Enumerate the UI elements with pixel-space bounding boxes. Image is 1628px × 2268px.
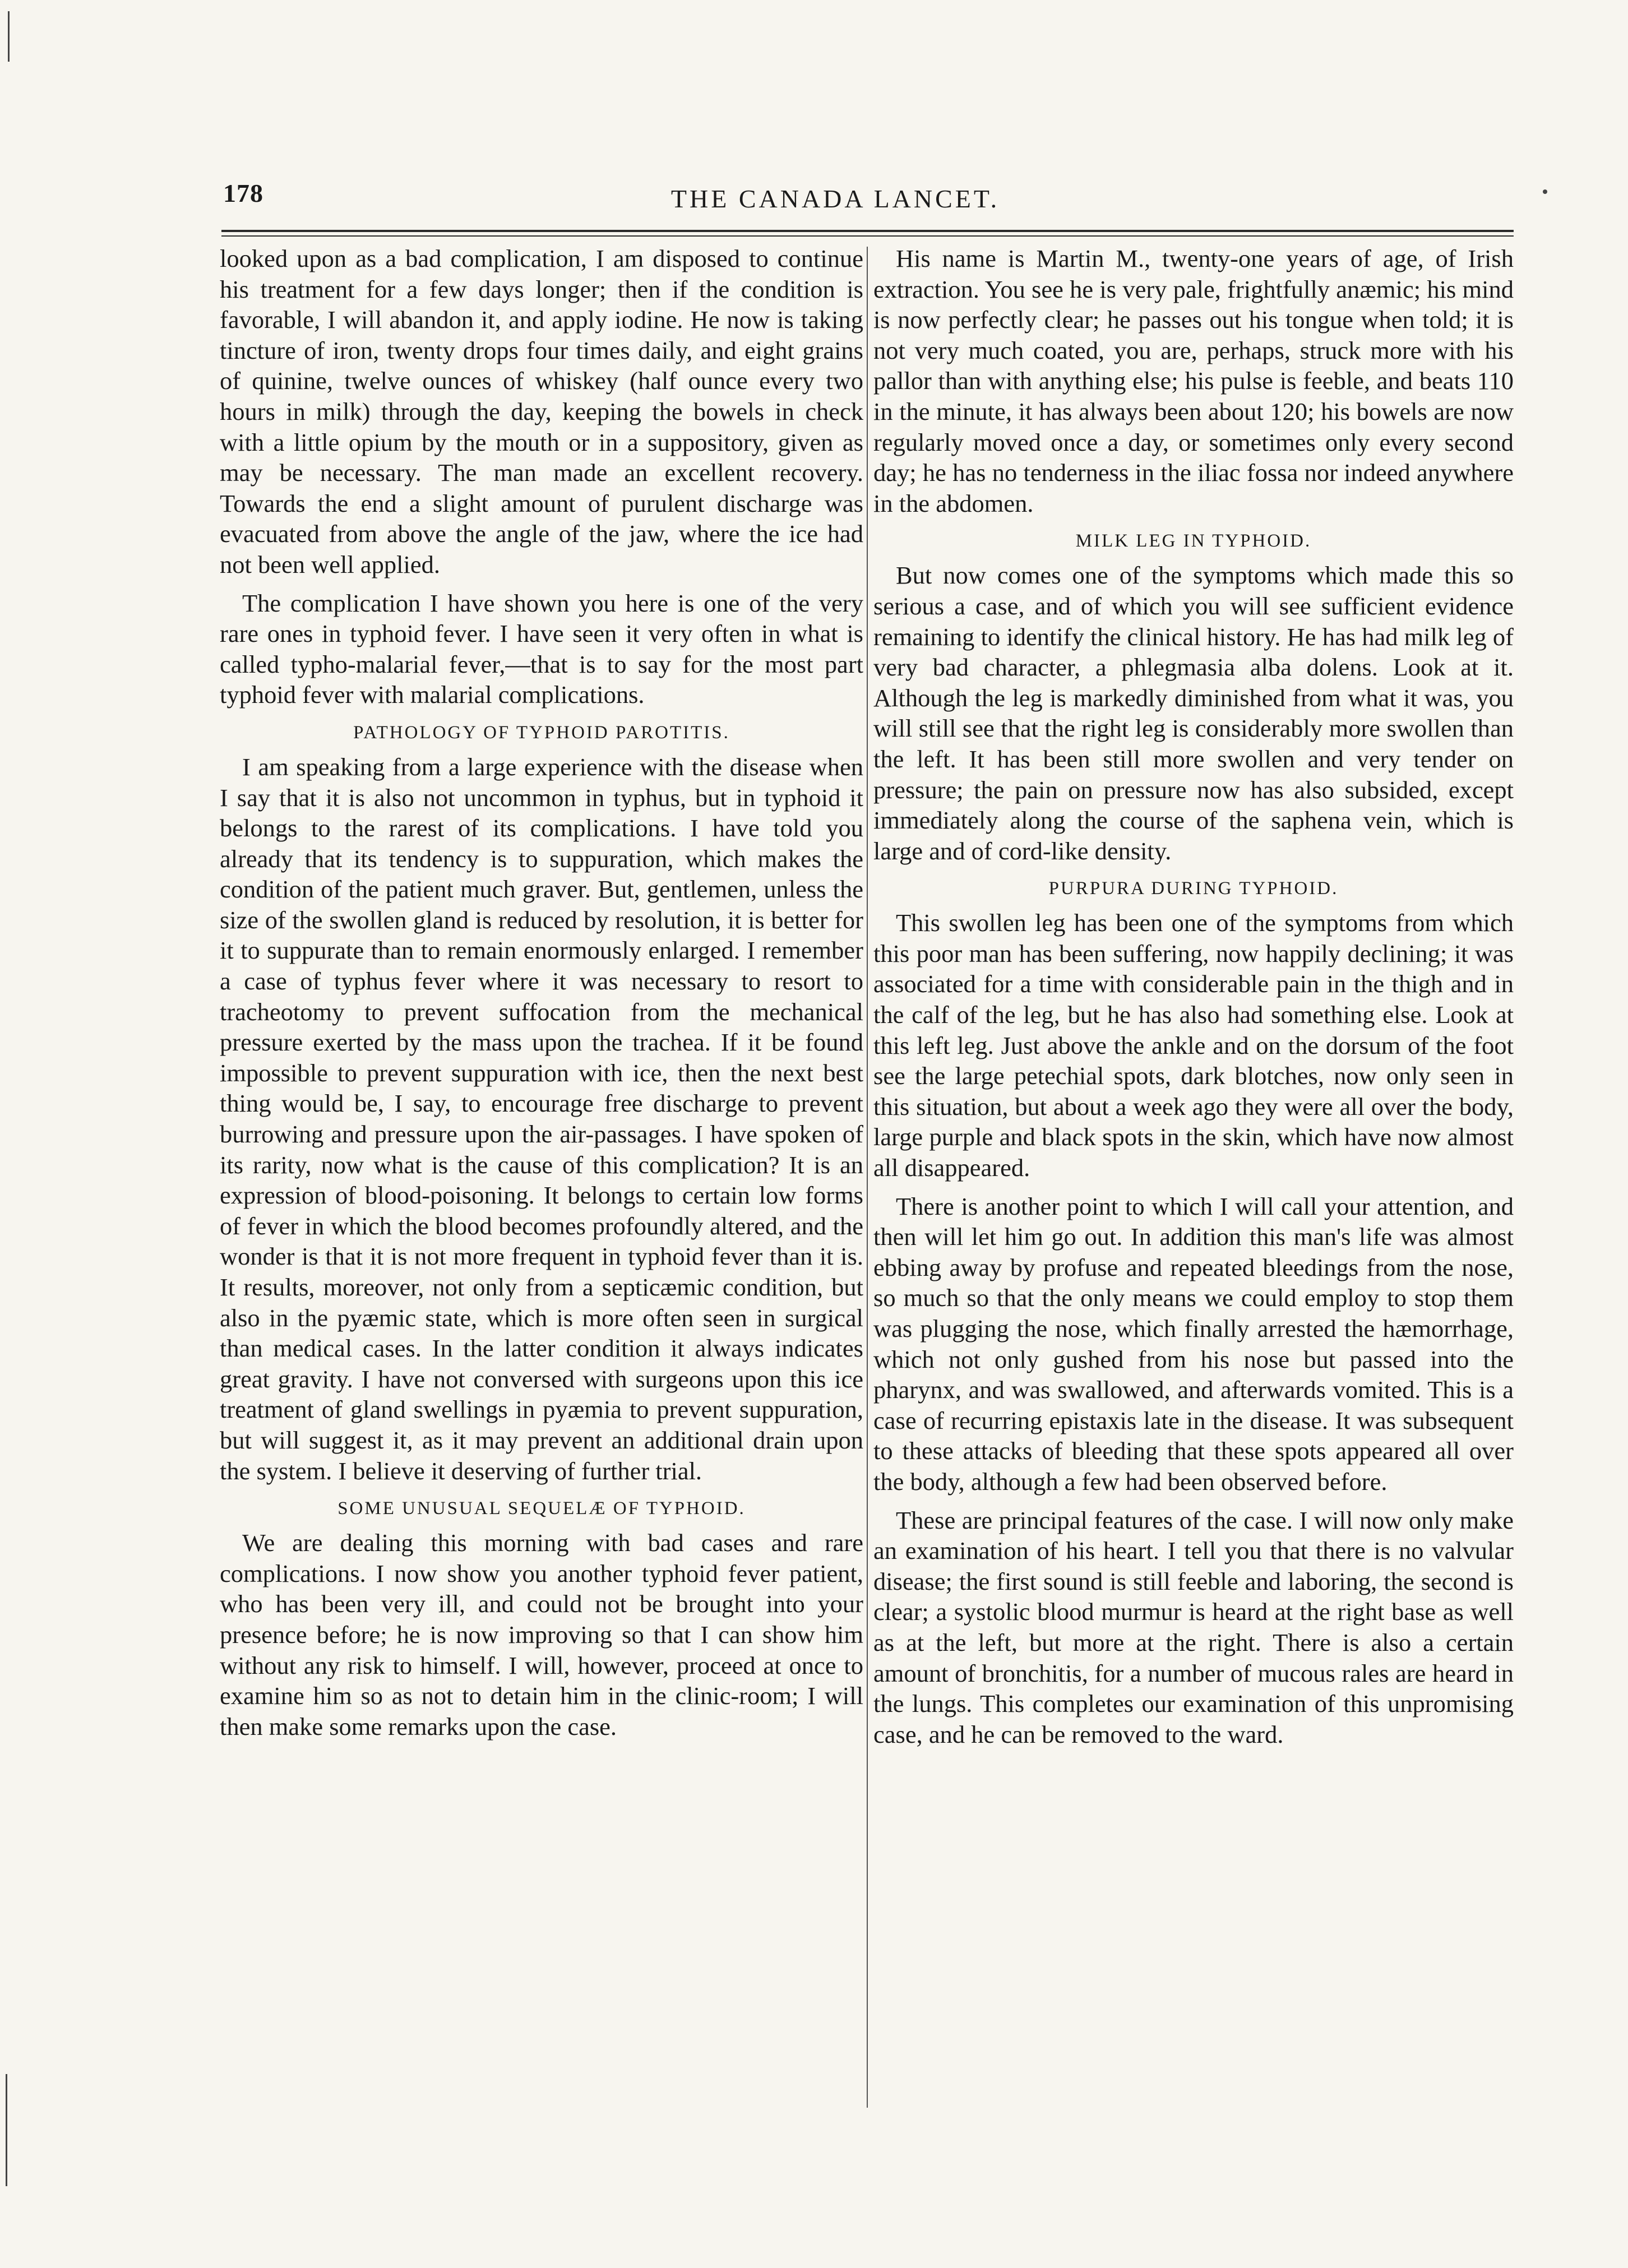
column-divider — [867, 247, 868, 2108]
paragraph: I am speaking from a large experience with the disease when I say that it is also not uncommon in typhus, but in typhoid it belongs to the rarest of its complications. I have told you already that its tendency is to suppuration, which makes the condition of the patient much graver. But, gentlemen, unless the size of the swollen gland is reduced by resolution, it is better for it to suppurate than to remain enormously enlarged. I remember a case of typhus fever where it was necessary to resort to tracheotomy to prevent suffocation from the mechanical pressure exerted by the mass upon the trachea. If it be found impossible to prevent suppuration with ice, then the next best thing would be, I say, to encourage free discharge to prevent burrowing and pressure upon the air-passages. I have spoken of its rarity, now what is the cause of this complication? It is an expression of blood-poisoning. It belongs to certain low forms of fever in which the blood becomes profoundly altered, and the wonder is that it is not more frequent in typhoid fever than it is. It results, moreover, not only from a septicæmic condition, but also in the pyæmic state, which is more often seen in surgical than medical cases. In the latter condition it always indicates great gravity. I have not conversed with surgeons upon this ice treatment of gland swellings in pyæmia to prevent suppuration, but will suggest it, as it may prevent an additional drain upon the system. I believe it deserving of further trial. — [220, 752, 863, 1485]
running-title: THE CANADA LANCET. — [670, 184, 1000, 213]
paragraph: We are dealing this morning with bad cases and rare complications. I now show you another typhoid fever patient, who has been very ill, and could not be brought into your presence before; he is now improving so that I can show him without any risk to himself. I will, however, proceed at once to examine him so as not to detain him in the clinic-room; I will then make some remarks upon the case. — [220, 1529, 863, 1741]
section-heading: PATHOLOGY OF TYPHOID PAROTITIS. — [353, 722, 730, 743]
right-column — [873, 243, 1514, 1757]
section-heading: MILK LEG IN TYPHOID. — [1075, 531, 1312, 552]
scan-edge-mark — [6, 2074, 7, 2186]
paragraph: looked upon as a bad complication, I am disposed to continue his treatment for a few days longer; then if the condition is favorable, I will abandon it, and apply iodine. He now is taking tincture of iron, twenty drops four times daily, and eight grains of quinine, twelve ounces of whiskey (half ounce every two hours in milk) through the day, keeping the bowels in check with a little opium by the mouth or in a suppository, given as may be necessary. The man made an excellent recovery. Towards the end a slight amount of purulent discharge was evacuated from above the angle of the jaw, where the ice had not been well applied. — [220, 244, 863, 578]
section-heading: PURPURA DURING TYPHOID. — [1048, 878, 1339, 899]
section-heading: SOME UNUSUAL SEQUELÆ OF TYPHOID. — [337, 1498, 746, 1519]
left-column — [220, 243, 863, 1749]
paragraph: There is another point to which I will call your attention, and then will let him go out. In addition this man's life was almost ebbing away by profuse and repeated bleedings from the nose, so much so that the only means we could employ to stop them was plugging the nose, which finally arrested the hæmorrhage, which not only gushed from his nose but passed into the pharynx, and was swallowed, and afterwards vomited. This is a case of recurring epistaxis late in the disease. It was subsequent to these attacks of bleeding that these spots appeared all over the body, although a few had been observed before. — [873, 1192, 1514, 1496]
paragraph: These are principal features of the case. I will now only make an examination of his heart. I tell you that there is no valvular disease; the first sound is still feeble and laboring, the second is clear; a systolic blood murmur is heard at the right base as well as at the left, but more at the right. There is also a certain amount of bronchitis, for a number of mucous rales are heard in the lungs. This completes our examination of this unpromising case, and he can be removed to the ward. — [873, 1506, 1514, 1748]
scan-edge-mark — [8, 11, 10, 62]
paragraph: But now comes one of the symptoms which made this so serious a case, and of which you will see sufficient evidence remaining to identify the clinical history. He has had milk leg of very bad character, a phlegmasia alba dolens. Look at it. Although the leg is markedly diminished from what it was, you will still see that the right leg is considerably more swollen than the left. It has been still more swollen and very tender on pressure; the pain on pressure now has also subsided, except immediately along the course of the saphena vein, which is large and of cord-like density. — [873, 561, 1514, 865]
paragraph: His name is Martin M., twenty-one years of age, of Irish extraction. You see he is very pale, frightfully anæmic; his mind is now perfectly clear; he passes out his tongue when told; it is not very much coated, you are, perhaps, struck more with his pallor than with anything else; his pulse is feeble, and beats 110 in the minute, it has always been about 120; his bowels are now regularly moved once a day, or sometimes only every second day; he has no tenderness in the iliac fossa nor indeed anywhere in the abdomen. — [873, 244, 1514, 517]
page-number: 178 — [223, 179, 263, 207]
header-rule — [221, 230, 1514, 232]
paragraph: This swollen leg has been one of the symptoms from which this poor man has been suffering, now happily declining; it was associated for a time with considerable pain in the thigh and in the calf of the leg, but he has also had something else. Look at this left leg. Just above the ankle and on the dorsum of the foot see the large petechial spots, dark blotches, now only seen in this situation, but about a week ago they were all over the body, large purple and black spots in the skin, which have now almost all disappeared. — [873, 909, 1514, 1182]
paragraph: The complication I have shown you here is one of the very rare ones in typhoid fever. I have seen it very often in what is called typho-malarial fever,—that is to say for the most part typhoid fever with malarial complications. — [220, 589, 863, 709]
header-rule-thin — [221, 235, 1514, 237]
scan-dot — [1543, 189, 1547, 194]
